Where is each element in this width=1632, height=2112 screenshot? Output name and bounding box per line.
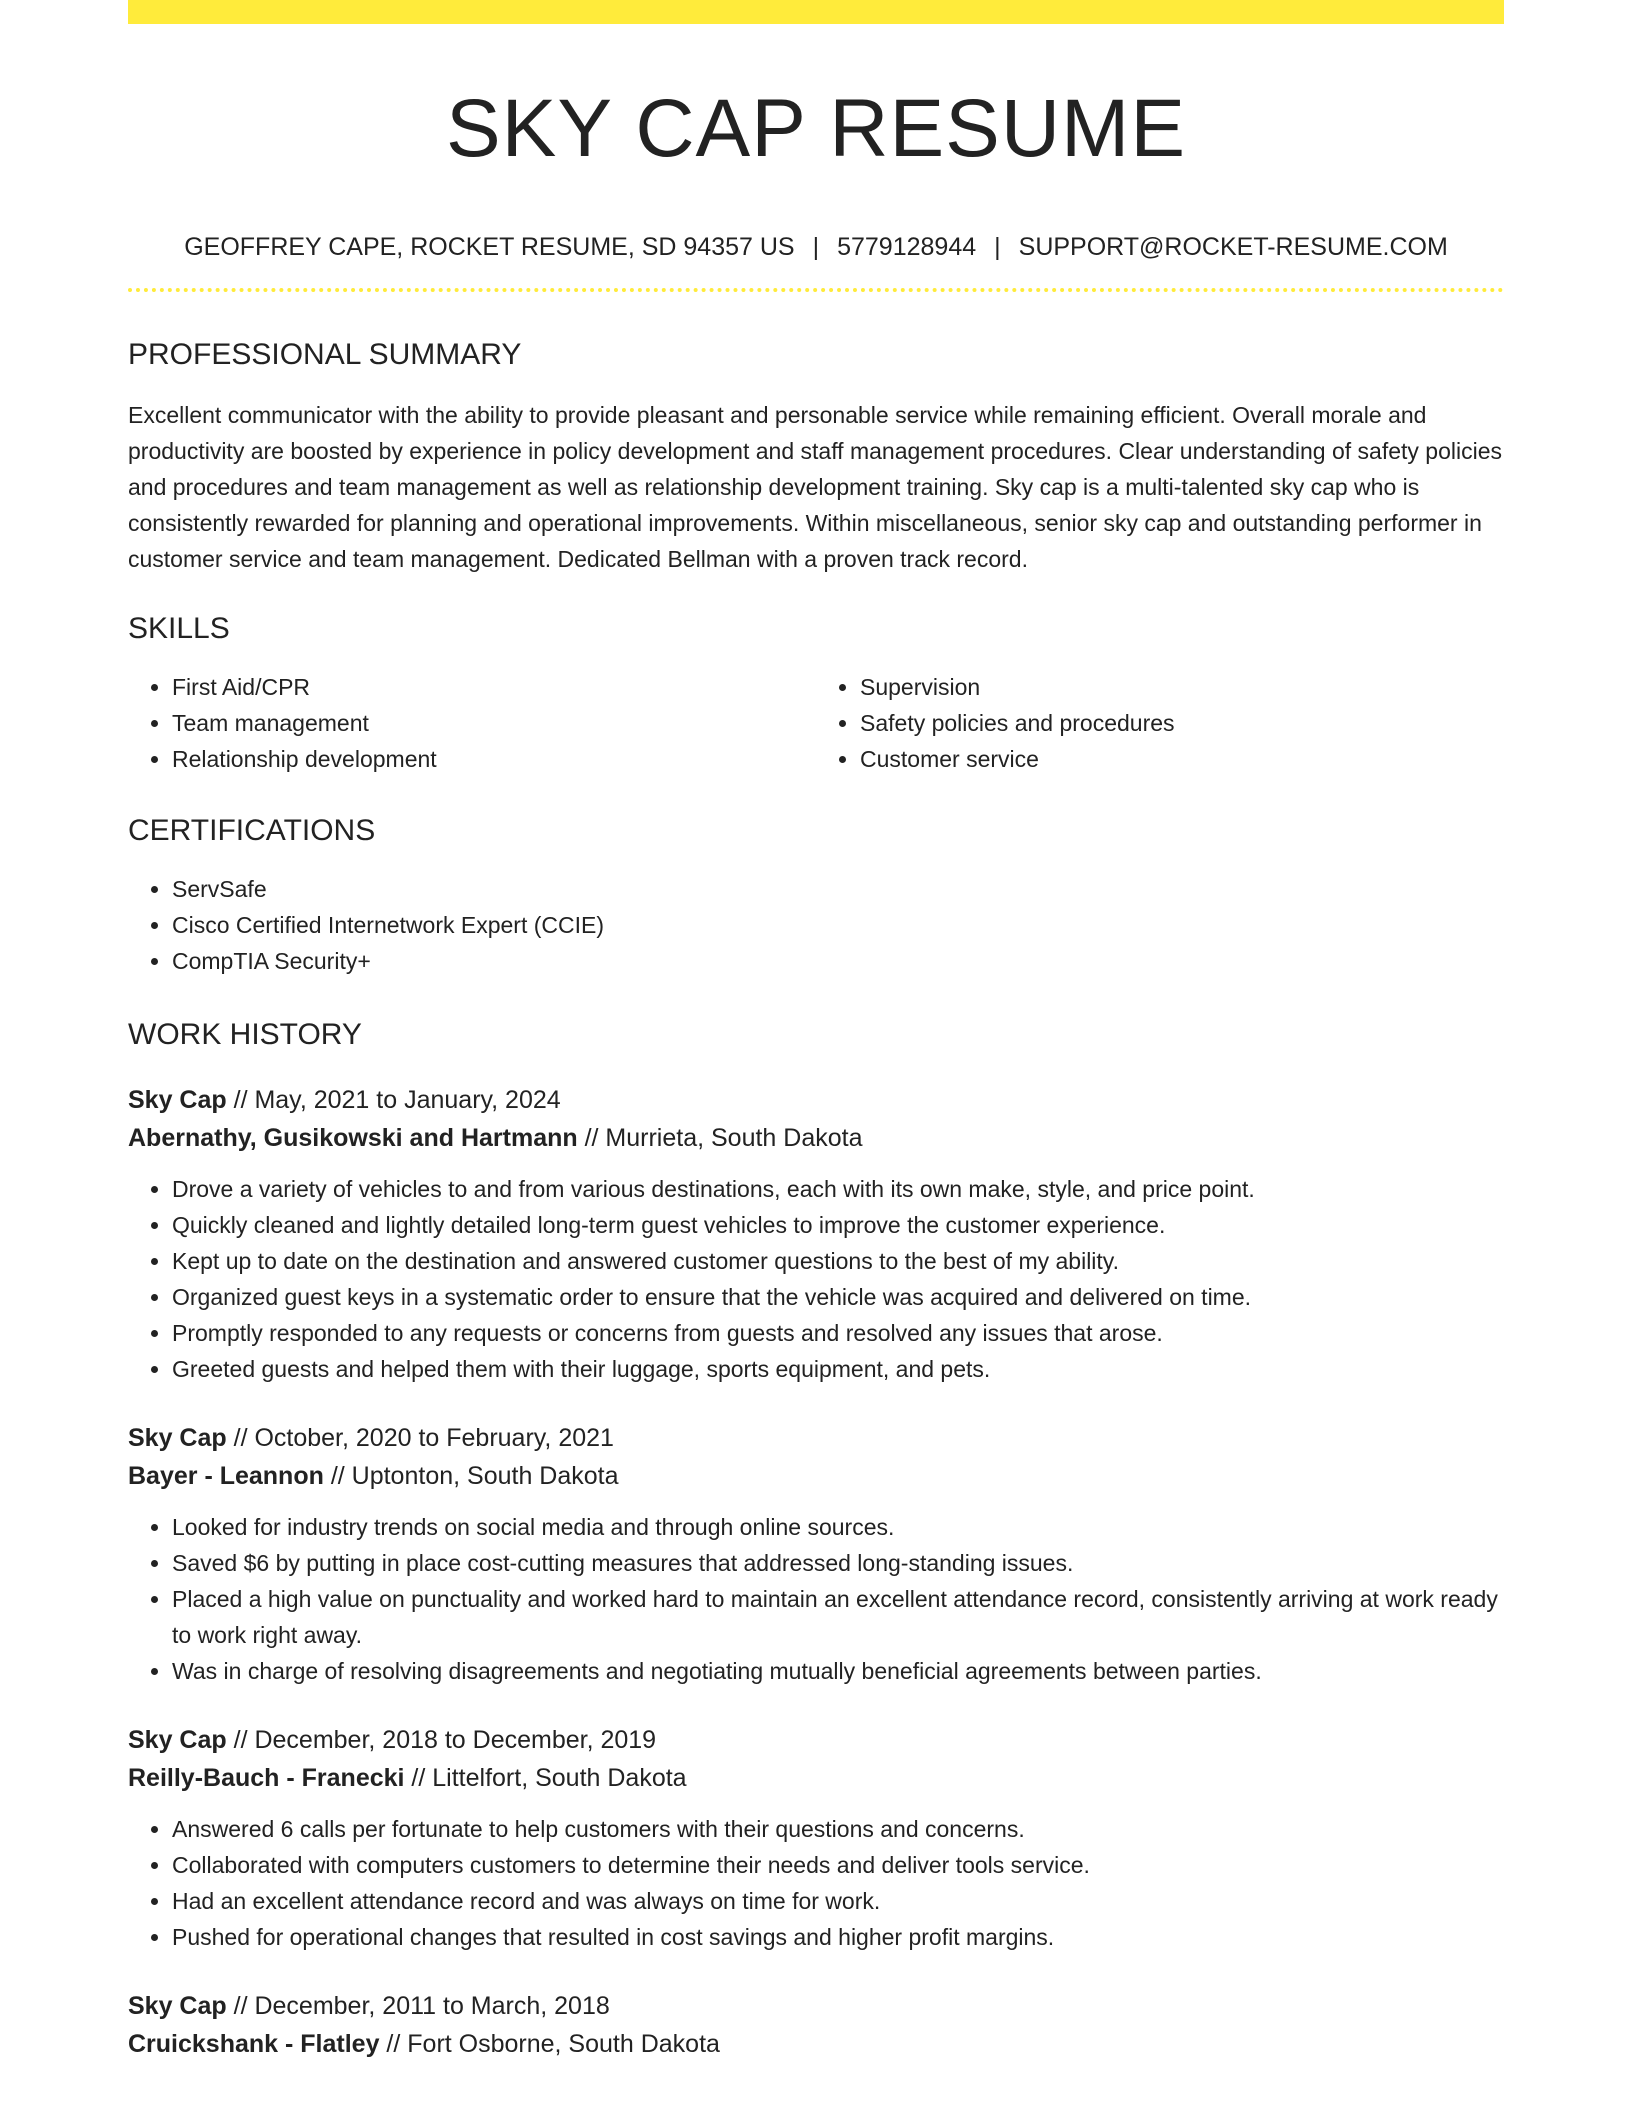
skills-grid [128, 669, 1504, 777]
job-company-line [128, 1119, 1504, 1157]
contact-line [128, 232, 1504, 262]
job-company: Reilly-Bauch - Franecki [128, 1764, 405, 1792]
job-bullets [128, 1509, 1504, 1689]
job-bullets [128, 1171, 1504, 1387]
resume-page [128, 0, 1504, 2063]
contact-email: SUPPORT@ROCKET-RESUME.COM [1018, 233, 1448, 261]
summary-text: Excellent communicator with the ability to provide pleasant and personable service while remaining efficient. Overall morale and productivity are boosted by experience in policy development and staff management procedures. Clear understanding of safety policies and procedures and team management as well as relationship development training. Sky cap is a multi-talented sky cap who is consistently rewarded for planning and operational improvements. Within miscellaneous, senior sky cap and outstanding performer in customer service and team management. Dedicated Bellman with a proven track record. [128, 402, 1502, 572]
job-title: Sky Cap [128, 1726, 227, 1754]
contact-separator: | [994, 233, 1001, 261]
job-company: Abernathy, Gusikowski and Hartmann [128, 1124, 578, 1152]
job-title: Sky Cap [128, 1424, 227, 1452]
certifications-list [128, 871, 1504, 979]
job-company: Bayer - Leannon [128, 1462, 324, 1490]
accent-top-bar [128, 0, 1504, 24]
job-title-line [128, 1419, 1504, 1457]
certification-item: • CompTIA Security+ [172, 943, 1504, 979]
work-history-heading: WORK HISTORY [128, 1018, 362, 1051]
certifications-heading: CERTIFICATIONS [128, 814, 376, 847]
job-bullet: • Looked for industry trends on social media and through online sources. [172, 1509, 1504, 1545]
job-dates: // October, 2020 to February, 2021 [226, 1424, 614, 1452]
job-location: // Littelfort, South Dakota [404, 1764, 687, 1792]
skills-heading: SKILLS [128, 612, 230, 645]
job-dates: // December, 2018 to December, 2019 [226, 1726, 657, 1754]
contact-phone: 5779128944 [837, 233, 977, 261]
job-bullet: • Kept up to date on the destination and answered customer questions to the best of my ability. [172, 1243, 1504, 1279]
job-entry [128, 1081, 1504, 1387]
skill-item: • Safety policies and procedures [860, 705, 1504, 741]
certification-item: • Cisco Certified Internetwork Expert (CCIE) [172, 907, 1504, 943]
contact-separator: | [812, 233, 820, 261]
job-bullet: • Had an excellent attendance record and was always on time for work. [172, 1883, 1504, 1919]
job-bullet: • Greeted guests and helped them with their luggage, sports equipment, and pets. [172, 1351, 1504, 1387]
job-dates: // December, 2011 to March, 2018 [226, 1992, 610, 2020]
job-bullet: • Collaborated with computers customers to determine their needs and deliver tools service. [172, 1847, 1504, 1883]
skill-item: • Supervision [860, 669, 1504, 705]
job-dates: // May, 2021 to January, 2024 [226, 1086, 561, 1114]
skill-item: • Team management [172, 705, 816, 741]
job-location: // Uptonton, South Dakota [323, 1462, 619, 1490]
job-location: // Fort Osborne, South Dakota [379, 2030, 720, 2058]
job-company-line [128, 1457, 1504, 1495]
dotted-divider [128, 288, 1504, 292]
job-company-line [128, 1759, 1504, 1797]
job-company-line [128, 2025, 1504, 2063]
job-title-line [128, 1721, 1504, 1759]
job-entry [128, 1721, 1504, 1955]
job-title: Sky Cap [128, 1086, 227, 1114]
job-bullet: • Answered 6 calls per fortunate to help customers with their questions and concerns. [172, 1811, 1504, 1847]
skill-item: • First Aid/CPR [172, 669, 816, 705]
skills-list-left [128, 669, 816, 777]
job-title: Sky Cap [128, 1992, 227, 2020]
job-bullet: • Pushed for operational changes that resulted in cost savings and higher profit margins. [172, 1919, 1504, 1955]
job-bullets [128, 1811, 1504, 1955]
certification-item: • ServSafe [172, 871, 1504, 907]
resume-title: SKY CAP RESUME [445, 83, 1187, 174]
job-bullet: • Drove a variety of vehicles to and from various destinations, each with its own make, style, and price point. [172, 1171, 1504, 1207]
job-company: Cruickshank - Flatley [128, 2030, 380, 2058]
job-bullet: • Was in charge of resolving disagreements and negotiating mutually beneficial agreements between parties. [172, 1653, 1504, 1689]
job-title-line [128, 1081, 1504, 1119]
job-bullet: • Saved $6 by putting in place cost-cutting measures that addressed long-standing issues. [172, 1545, 1504, 1581]
job-bullet: • Placed a high value on punctuality and worked hard to maintain an excellent attendance record, consistently arriving at work ready to work right away. [172, 1581, 1504, 1653]
job-location: // Murrieta, South Dakota [577, 1124, 863, 1152]
job-bullet: • Promptly responded to any requests or concerns from guests and resolved any issues that arose. [172, 1315, 1504, 1351]
skill-item: • Relationship development [172, 741, 816, 777]
skill-item: • Customer service [860, 741, 1504, 777]
job-bullet: • Quickly cleaned and lightly detailed long-term guest vehicles to improve the customer experience. [172, 1207, 1504, 1243]
job-entry [128, 1419, 1504, 1689]
job-entry [128, 1987, 1504, 2063]
contact-address: GEOFFREY CAPE, ROCKET RESUME, SD 94357 US [184, 233, 795, 261]
job-bullet: • Organized guest keys in a systematic order to ensure that the vehicle was acquired and delivered on time. [172, 1279, 1504, 1315]
skills-list-right [816, 669, 1504, 777]
job-title-line [128, 1987, 1504, 2025]
summary-heading: PROFESSIONAL SUMMARY [128, 338, 522, 371]
